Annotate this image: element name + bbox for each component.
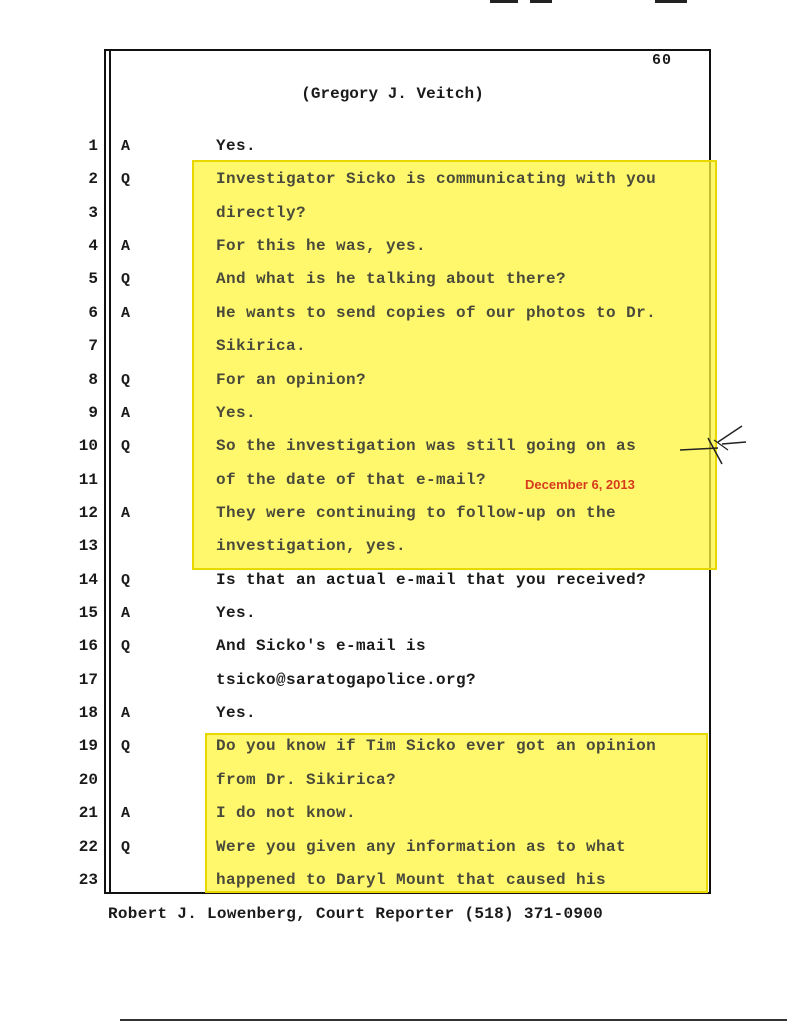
line-number: 5	[88, 270, 98, 289]
speaker-marker: A	[121, 304, 131, 322]
line-number: 2	[88, 170, 98, 189]
transcript-line	[0, 170, 787, 203]
line-number: 4	[88, 237, 98, 256]
line-text: Investigator Sicko is communicating with you	[216, 170, 657, 189]
line-text: He wants to send copies of our photos to Dr.	[216, 303, 657, 322]
speaker-marker: Q	[121, 838, 131, 856]
transcript-line	[0, 204, 787, 237]
line-number: 12	[78, 503, 98, 522]
line-text: For this he was, yes.	[216, 237, 427, 256]
witness-header	[0, 85, 787, 103]
transcript-line	[0, 471, 787, 504]
line-text: Do you know if Tim Sicko ever got an opinion	[216, 737, 657, 756]
transcript-line	[0, 137, 787, 170]
line-text: investigation, yes.	[216, 537, 407, 556]
line-text: directly?	[216, 203, 307, 222]
line-text: happened to Daryl Mount that caused his	[216, 870, 607, 889]
line-text: Yes.	[216, 137, 257, 155]
scan-artifact	[655, 0, 687, 3]
transcript-line	[0, 771, 787, 804]
line-text: And what is he talking about there?	[216, 270, 567, 289]
witness-name: (Gregory J. Veitch)	[301, 85, 484, 103]
transcript-line	[0, 270, 787, 303]
line-number: 23	[78, 870, 98, 889]
line-text: Is that an actual e-mail that you received?	[216, 570, 647, 589]
transcript-line	[0, 371, 787, 404]
scan-artifact	[530, 0, 552, 3]
line-number: 11	[78, 470, 98, 489]
line-text: Yes.	[216, 403, 257, 422]
transcript-line	[0, 537, 787, 570]
line-number: 15	[78, 604, 98, 623]
date-annotation: December 6, 2013	[525, 477, 635, 492]
transcript-line	[0, 671, 787, 704]
line-number: 20	[78, 770, 98, 789]
line-number: 9	[88, 403, 98, 422]
speaker-marker: Q	[121, 638, 131, 656]
transcript-line	[0, 737, 787, 770]
page-frame-top	[104, 49, 711, 51]
line-text: I do not know.	[216, 804, 357, 823]
transcript-line	[0, 304, 787, 337]
transcript-line	[0, 704, 787, 737]
line-number: 22	[78, 837, 98, 856]
transcript-line	[0, 337, 787, 370]
line-text: tsicko@saratogapolice.org?	[216, 670, 477, 689]
line-number: 13	[78, 537, 98, 556]
line-text: from Dr. Sikirica?	[216, 770, 397, 789]
speaker-marker: A	[121, 705, 131, 723]
speaker-marker: A	[121, 504, 131, 522]
transcript-line	[0, 571, 787, 604]
line-text: Yes.	[216, 704, 257, 723]
line-text: For an opinion?	[216, 370, 367, 389]
line-text: And Sicko's e-mail is	[216, 637, 427, 656]
line-number: 8	[88, 370, 98, 389]
line-text: Sikirica.	[216, 337, 307, 356]
speaker-marker: Q	[121, 371, 131, 389]
speaker-marker: A	[121, 138, 131, 155]
line-text: of the date of that e-mail?	[216, 470, 487, 489]
scan-artifact	[490, 0, 518, 3]
speaker-marker: A	[121, 605, 131, 623]
page-number: 60	[652, 52, 673, 69]
speaker-marker: A	[121, 238, 131, 256]
transcript-line	[0, 237, 787, 270]
speaker-marker: Q	[121, 271, 131, 289]
speaker-marker: A	[121, 805, 131, 823]
transcript-line	[0, 838, 787, 871]
line-number: 21	[78, 804, 98, 823]
court-reporter-footer: Robert J. Lowenberg, Court Reporter (518) 371-0900	[108, 905, 604, 923]
line-number: 6	[88, 303, 98, 322]
transcript-line	[0, 871, 787, 904]
transcript-line	[0, 804, 787, 837]
line-number: 3	[88, 203, 98, 222]
line-number: 7	[88, 337, 98, 356]
line-number: 14	[78, 570, 98, 589]
speaker-marker: Q	[121, 571, 131, 589]
line-number: 19	[78, 737, 98, 756]
line-number: 1	[88, 137, 98, 155]
transcript-line	[0, 437, 787, 470]
transcript-line	[0, 604, 787, 637]
speaker-marker: Q	[121, 738, 131, 756]
line-text: Yes.	[216, 604, 257, 623]
transcript-line	[0, 504, 787, 537]
transcript-line	[0, 404, 787, 437]
line-number: 17	[78, 670, 98, 689]
line-text: Were you given any information as to what	[216, 837, 627, 856]
speaker-marker: Q	[121, 438, 131, 456]
transcript-line	[0, 637, 787, 670]
speaker-marker: Q	[121, 171, 131, 189]
line-number: 10	[78, 437, 98, 456]
scan-edge-line	[120, 1019, 787, 1021]
line-text: So the investigation was still going on as	[216, 437, 637, 456]
line-text: They were continuing to follow-up on the	[216, 503, 617, 522]
handwritten-check-mark	[678, 420, 748, 470]
line-number: 16	[78, 637, 98, 656]
speaker-marker: A	[121, 404, 131, 422]
line-number: 18	[78, 704, 98, 723]
